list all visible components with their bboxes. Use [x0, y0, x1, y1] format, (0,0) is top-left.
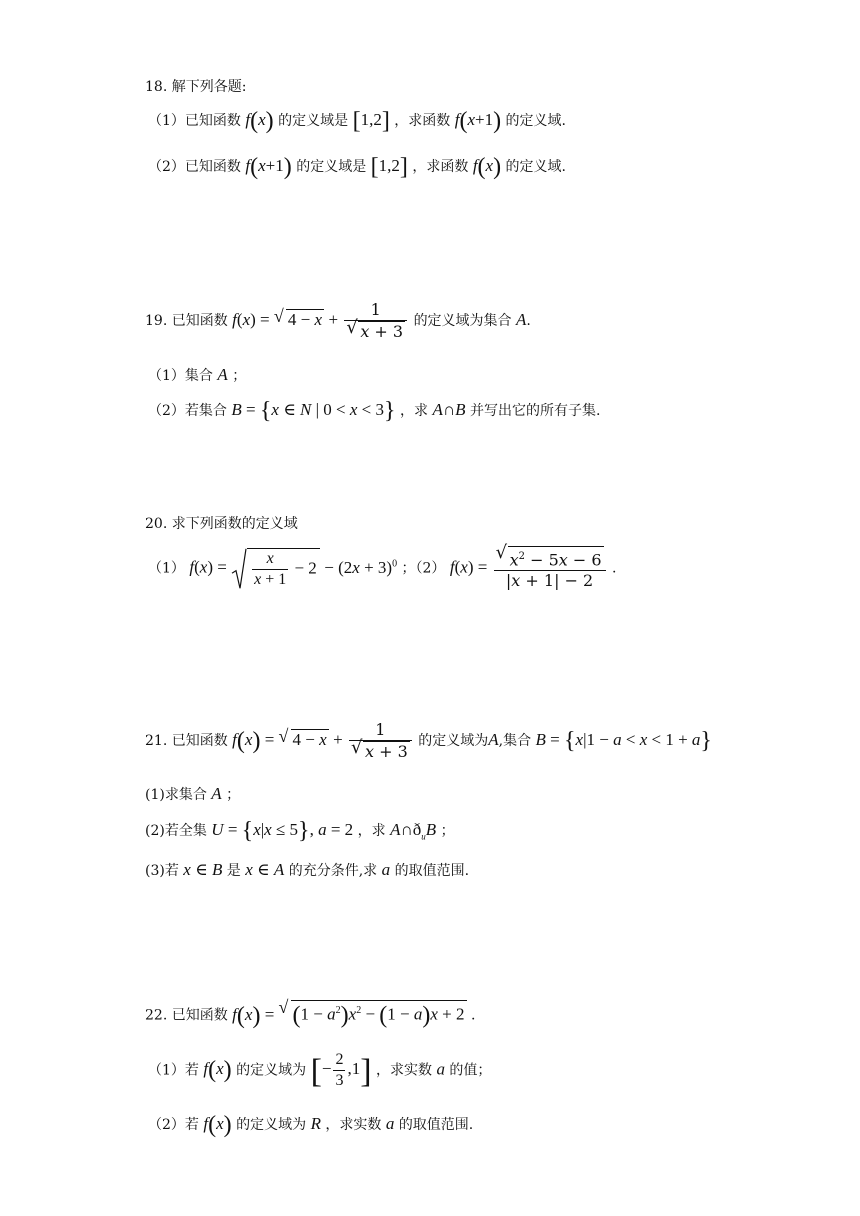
q21-part3: (3)若 x ∈ B 是 x ∈ A 的充分条件,求 a 的取值范围. — [145, 860, 470, 879]
q18-part1: （1）已知函数 f(x) 的定义域是 [1,2] ，求函数 f(x+1) 的定义域. — [148, 108, 566, 134]
q20-heading: 20. 求下列函数的定义域 — [145, 516, 298, 532]
q18-part2: （2）已知函数 f(x+1) 的定义域是 [1,2] ，求函数 f(x) 的定义域. — [148, 154, 566, 180]
q21-part1: (1)求集合 A ； — [145, 784, 241, 803]
q19-part2: （2）若集合 B = {x ∈ N | 0 < x < 3} ，求 A∩B 并写出它的所有子集. — [148, 398, 601, 424]
q19-part1: （1）集合 A ； — [148, 365, 247, 384]
q21-heading: 21. 已知函数 f(x) = √ 4 − x + 1 √ x + 3 的定义域为A,集合 B = {x|1 − a < x < 1 + a} — [145, 720, 712, 762]
q19-heading: 19. 已知函数 f(x) = √ 4 − x + 1 √ x + 3 的定义域为集合 A. — [145, 300, 531, 342]
q22-part2: （2）若 f(x) 的定义域为 R ，求实数 a 的取值范围. — [148, 1112, 474, 1138]
q21-part2: (2)若全集 U = {x|x ≤ 5}, a = 2 ，求 $A\cap ð_uB$ ； — [145, 818, 455, 844]
q22-part1: （1）若 f(x) 的定义域为 [− $\frac{2}{3}$ ,1] ，求实数 a 的值； — [148, 1051, 492, 1091]
q18-heading: 18. 解下列各题: — [145, 79, 247, 95]
q20-parts: （1） f(x) = $\frac{x}{x + 1}$ − $2 - (2x + 3)^0$ ；（2） f(x) = √ $\frac{x^2 - 5x - 6}{|x + 1| - 2}$ . — [148, 546, 616, 591]
q22-heading: 22. 已知函数 f(x) = √ $(1 - a^2)x^2 - (1 - a)x + 2$ . — [145, 1000, 475, 1025]
